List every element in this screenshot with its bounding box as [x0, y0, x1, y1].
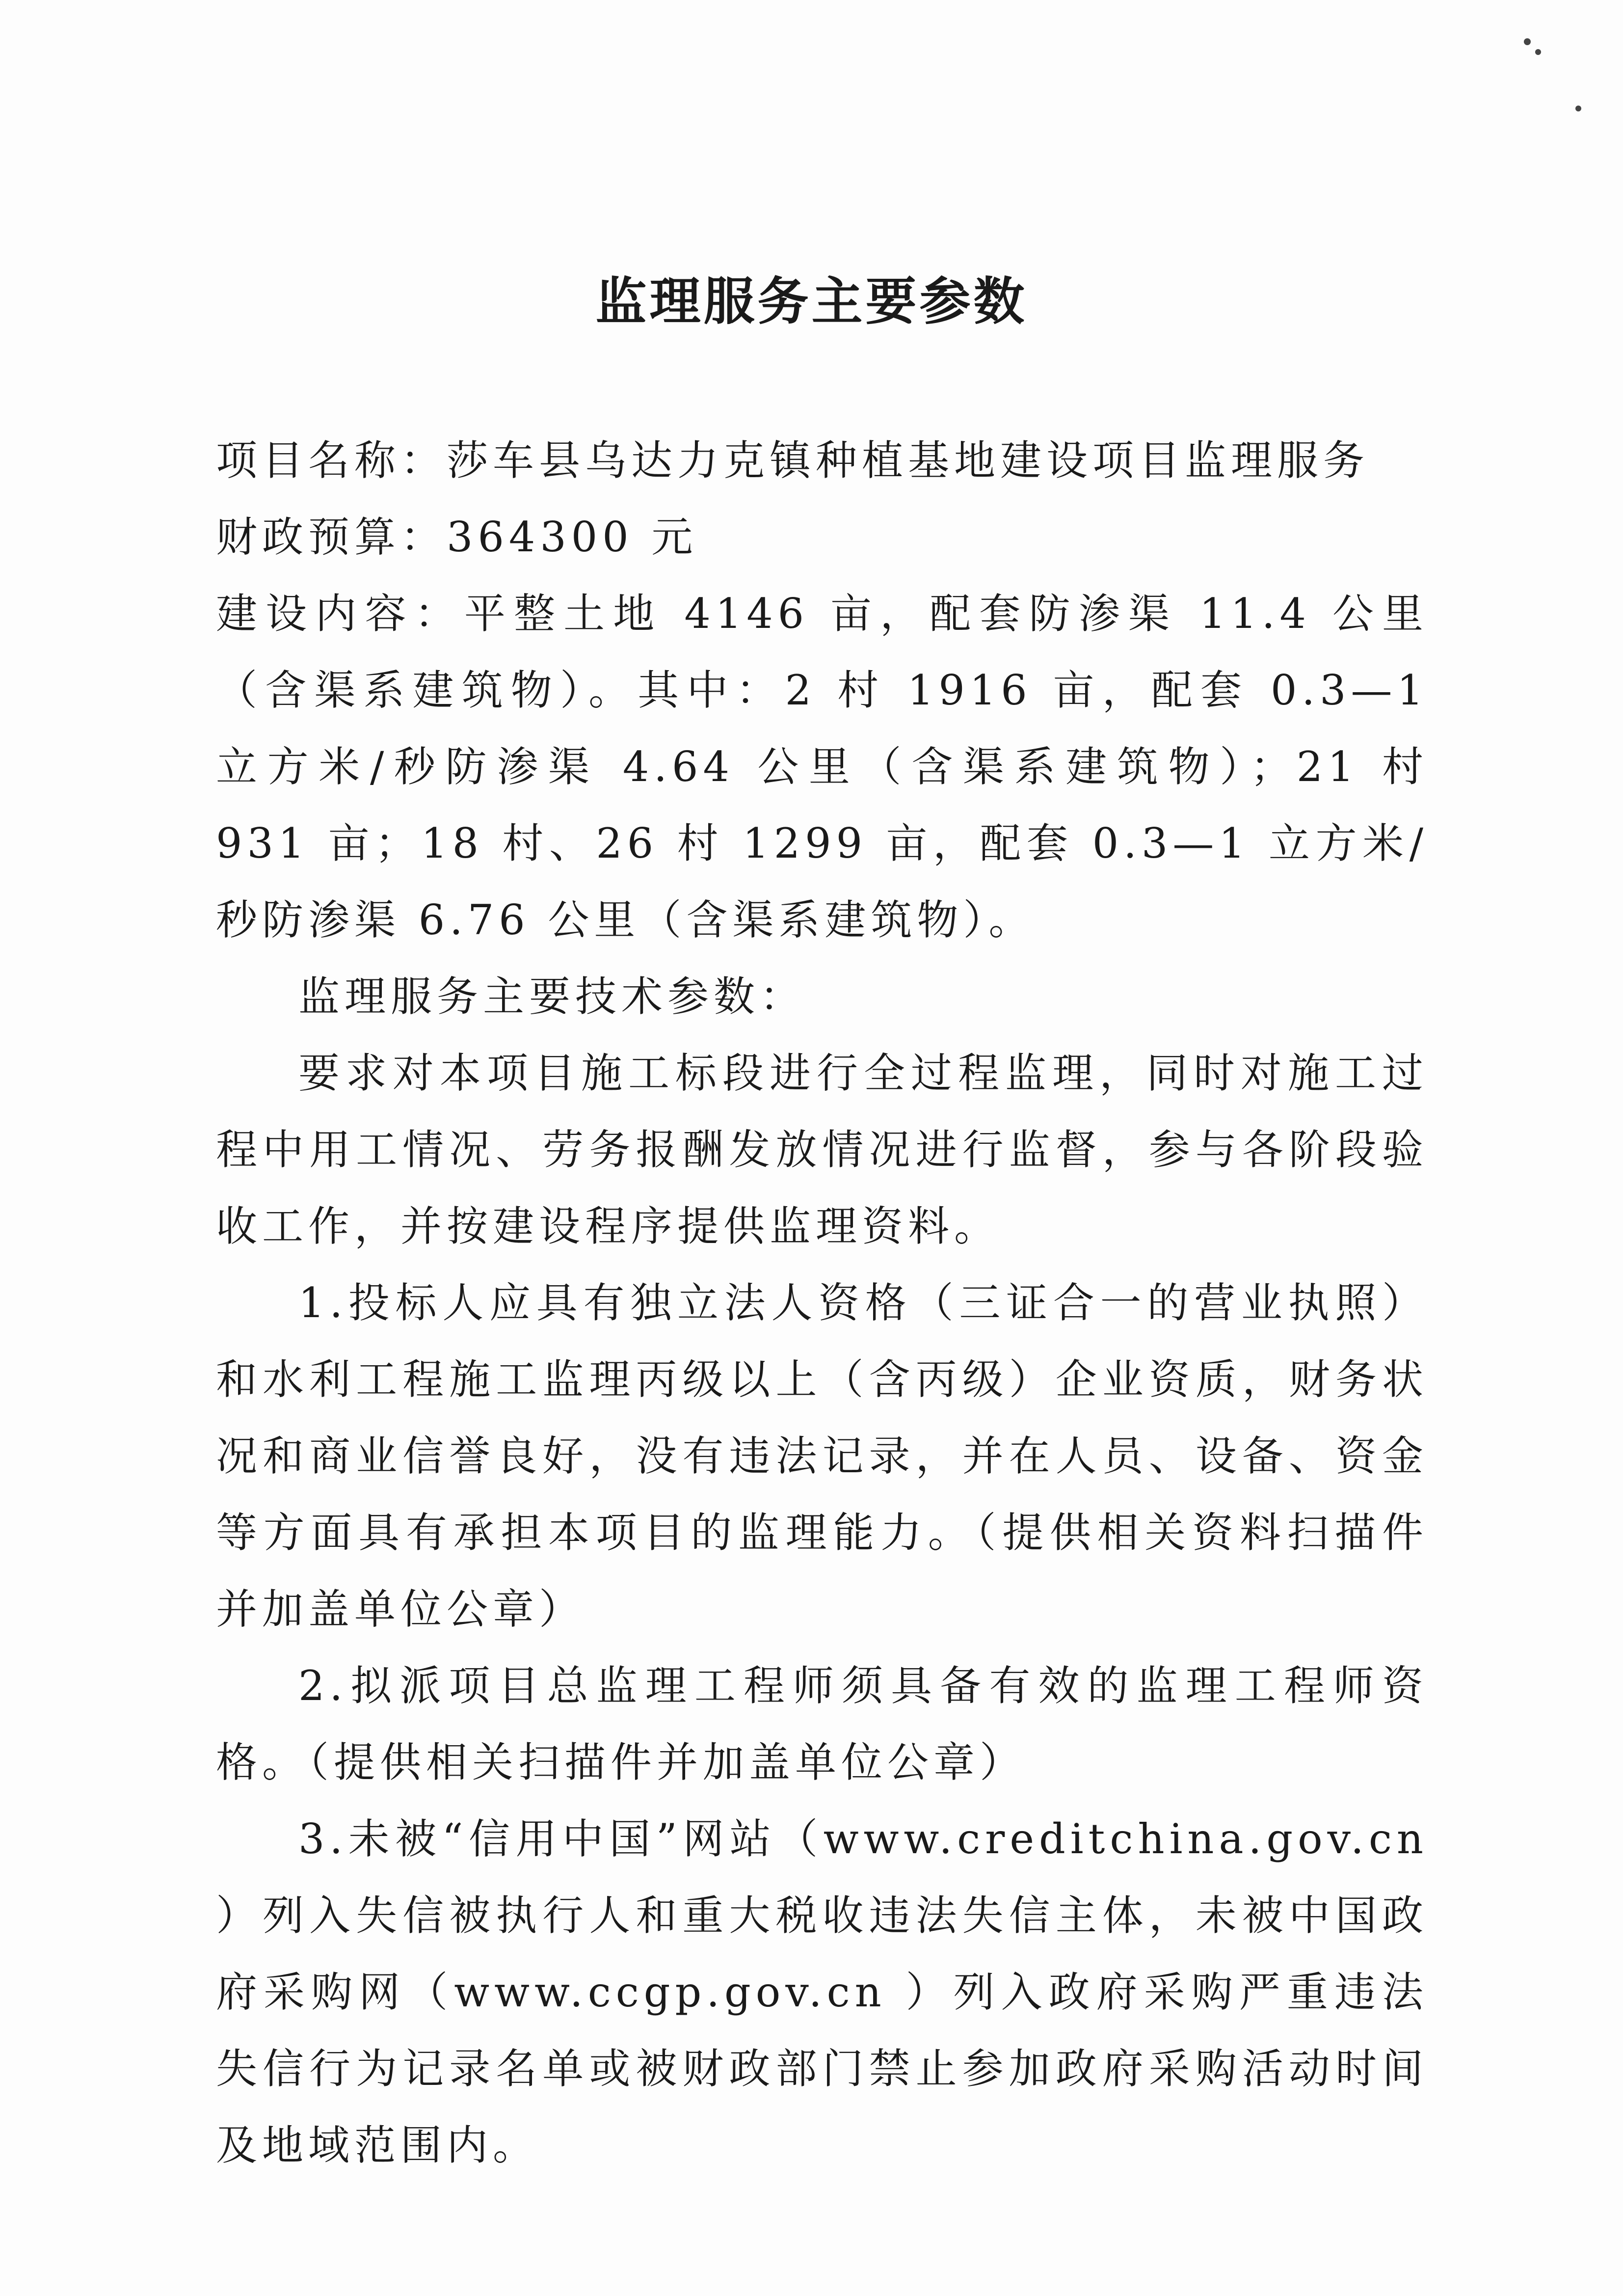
budget-line: [216, 499, 1428, 575]
project-name-line: [216, 422, 1428, 499]
project-name-value: 莎车县乌达力克镇种植基地建设项目监理服务: [447, 436, 1370, 485]
scan-speck: [1535, 49, 1541, 55]
document-title: 监理服务主要参数: [595, 271, 1028, 331]
requirement-item-2: 2.拟派项目总监理工程师须具备有效的监理工程师资格。（提供相关扫描件并加盖单位公章）: [216, 1662, 1428, 1786]
content-label: 建设内容：: [216, 590, 464, 638]
content-paragraph: [216, 575, 1428, 958]
scan-speck: [1575, 106, 1581, 111]
tech-params-intro: 要求对本项目施工标段进行全过程监理，同时对施工过程中用工情况、劳务报酬发放情况进行监督，参与各阶段验收工作，并按建设程序提供监理资料。: [216, 1049, 1428, 1250]
budget-value: 364300 元: [447, 513, 698, 561]
content-value: 平整土地 4146 亩，配套防渗渠 11.4 公里（含渠系建筑物）。其中：2 村 1916 亩，配套 0.3—1 立方米/秒防渗渠 4.64 公里（含渠系建筑物）；21 村 931 亩；18 村、26 村 1299 亩，配套 0.3—1 立方米/秒防渗渠 6.76 公里（含渠系建筑物）。: [216, 590, 1428, 944]
document-body: [216, 422, 1428, 2184]
scan-speck: [1524, 38, 1531, 45]
budget-label: 财政预算：: [216, 513, 447, 561]
project-name-label: 项目名称：: [216, 436, 447, 485]
requirement-item-1: 1.投标人应具有独立法人资格（三证合一的营业执照）和水利工程施工监理丙级以上（含丙级）企业资质，财务状况和商业信誉良好，没有违法记录，并在人员、设备、资金等方面具有承担本项目的监理能力。（提供相关资料扫描件并加盖单位公章）: [216, 1279, 1428, 1633]
requirement-item-3: 3.未被“信用中国”网站（www.creditchina.gov.cn ）列入失信被执行人和重大税收违法失信主体，未被中国政府采购网（www.ccgp.gov.cn ）列入政府采购严重违法失信行为记录名单或被财政部门禁止参加政府采购活动时间及地域范围内。: [216, 1815, 1428, 2169]
tech-params-heading: 监理服务主要技术参数：: [298, 972, 806, 1021]
